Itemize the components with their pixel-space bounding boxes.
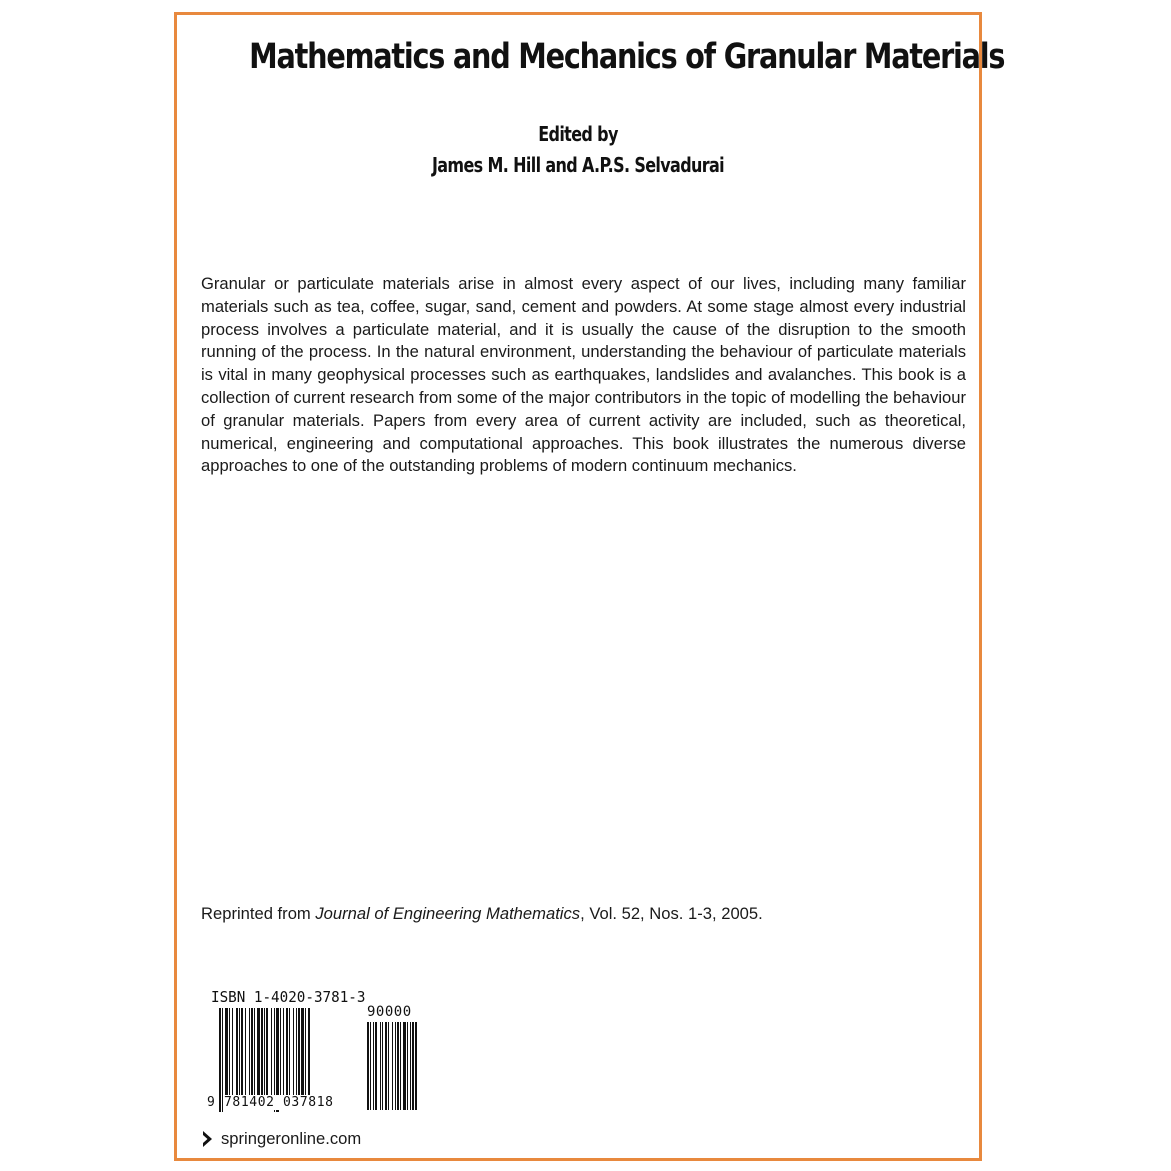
website-link[interactable]: springeronline.com: [221, 1129, 362, 1148]
isbn-label: ISBN 1-4020-3781-3: [211, 988, 366, 1006]
barcode-bar: [229, 1008, 230, 1098]
barcode-addon-bar: [388, 1022, 389, 1110]
barcode-bar: [236, 1008, 238, 1098]
reprint-prefix: Reprinted from: [201, 904, 316, 923]
barcode-bar: [219, 1008, 221, 1112]
barcode-bar: [283, 1008, 284, 1098]
barcode-bar: [301, 1008, 304, 1098]
barcode-bar: [308, 1008, 310, 1098]
barcode-bar: [241, 1008, 243, 1098]
barcode-bar: [280, 1008, 281, 1098]
barcode-bar: [264, 1008, 265, 1098]
barcode-bar: [257, 1008, 260, 1098]
barcode-addon-bar: [373, 1022, 374, 1110]
barcode-addon-bar: [395, 1022, 396, 1110]
barcode-bar: [271, 1008, 272, 1098]
barcode-addon-bar: [410, 1022, 411, 1110]
barcode-bar: [261, 1008, 263, 1098]
reprint-suffix: , Vol. 52, Nos. 1-3, 2005.: [580, 904, 763, 923]
barcode-addon-bar: [400, 1022, 401, 1110]
reprint-note: [201, 904, 763, 924]
barcode-bar: [225, 1008, 228, 1098]
barcode-bar: [239, 1008, 240, 1098]
editors-block: [177, 119, 979, 181]
barcode-addon-bar: [407, 1022, 408, 1110]
barcode-addon-bar: [415, 1022, 417, 1110]
barcode-bar: [298, 1008, 300, 1098]
reprint-journal: Journal of Engineering Mathematics: [315, 904, 581, 923]
barcode-addon-bar: [397, 1022, 399, 1110]
barcode-bar: [286, 1008, 288, 1098]
barcode-bar: [305, 1008, 306, 1098]
book-title: Mathematics and Mechanics of Granular Materials: [249, 37, 1005, 77]
book-back-cover: [174, 12, 1005, 1161]
barcode-first-digit: 9: [207, 1095, 215, 1110]
barcode-addon-bar: [367, 1022, 369, 1110]
barcode-addon-bar: [375, 1022, 377, 1110]
book-description: Granular or particulate materials arise in almost every aspect of our lives, including many familiar materials such as tea, coffee, sugar, sand, cement and powders. At some stage almost every industrial process involves a particulate material, and it is usually the cause of the disruption to the smooth running of the process. In the natural environment, understanding the behaviour of particulate materials is vital in many geophysical processes such as earthquakes, landslides and avalanches. This book is a collection of current research from some of the major contributors in the topic of modelling the behaviour of granular materials. Papers from every area of current activity are included, such as theoretical, numerical, engineering and computational approaches. This book illustrates the numerous diverse approaches to one of the outstanding problems of modern continuum mechanics.: [201, 274, 966, 476]
barcode-addon-bar: [392, 1022, 393, 1110]
barcode-bar: [296, 1008, 297, 1098]
barcode-addon-bar: [370, 1022, 371, 1110]
barcode-addon-digits: 90000: [367, 1004, 412, 1020]
edited-by-label: Edited by: [538, 122, 618, 146]
barcode-addon-bars: [367, 1022, 417, 1110]
barcode-bar: [266, 1008, 268, 1098]
editors-names: James M. Hill and A.P.S. Selvadurai: [431, 153, 725, 177]
barcode-addon-bar: [382, 1022, 383, 1110]
barcode-bar: [245, 1008, 246, 1098]
barcode-bar: [289, 1008, 290, 1098]
barcode-bar: [254, 1008, 255, 1098]
chevron-right-icon: [201, 1130, 215, 1148]
barcode-bar: [293, 1008, 294, 1098]
barcode-addon-bar: [385, 1022, 387, 1110]
barcode-bar: [232, 1008, 233, 1098]
barcode-addon-bar: [403, 1022, 406, 1110]
barcode-bar: [251, 1008, 253, 1098]
barcode-main-digits: 781402 037818: [224, 1095, 334, 1110]
barcode-addon-bar: [412, 1022, 414, 1110]
barcode-bar: [249, 1008, 250, 1098]
barcode-addon-bar: [380, 1022, 381, 1110]
publisher-website[interactable]: [201, 1129, 361, 1149]
